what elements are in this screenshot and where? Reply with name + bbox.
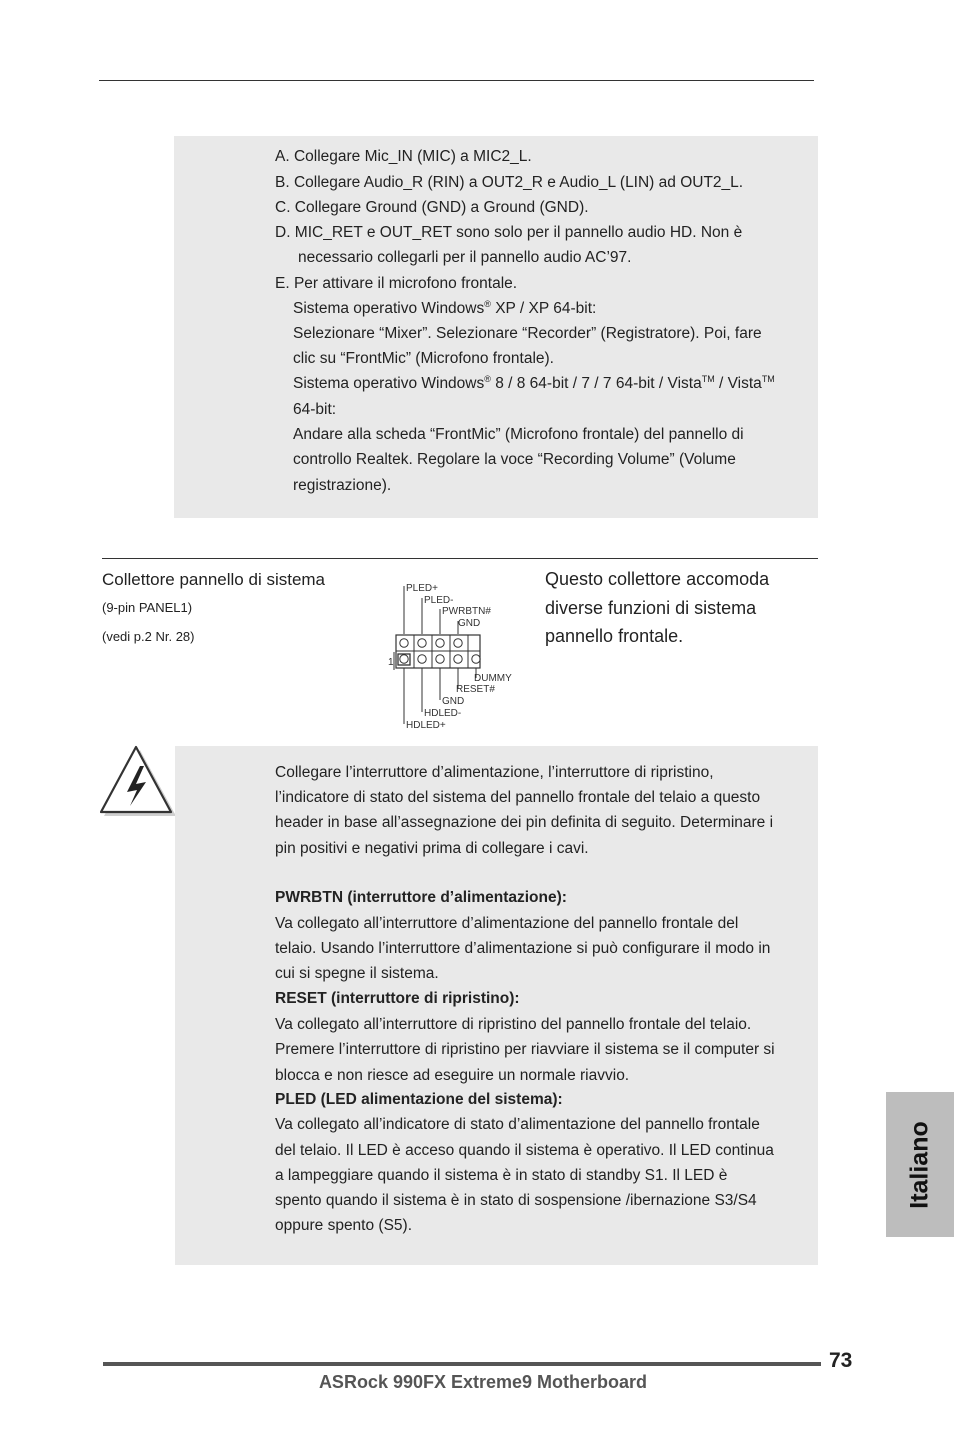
pin-label-reset: RESET# (456, 684, 495, 695)
audio-line-b: B. Collegare Audio_R (RIN) a OUT2_R e Audio_L (LIN) ad OUT2_L. (275, 174, 744, 191)
language-tab (886, 1092, 954, 1237)
panel-pin-diagram (386, 578, 521, 730)
audio-os-xp-line (293, 300, 596, 318)
audio-line-mixer: Selezionare “Mixer”. Selezionare “Recorder” (Registratore). Poi, fare (293, 325, 762, 342)
pled-line-1: Va collegato all’indicatore di stato d’alimentazione del pannello frontale (275, 1116, 760, 1133)
audio-os-vista-line (293, 375, 775, 393)
panel-intro-line-1: Collegare l’interruttore d’alimentazione, l’interruttore di ripristino, (275, 764, 714, 781)
footer-rule (103, 1362, 821, 1366)
reset-line-3: blocca e non riesce ad eseguire un normale riavvio. (275, 1067, 630, 1084)
section-title: Collettore pannello di sistema (102, 570, 326, 589)
audio-line-e: E. Per attivare il microfono frontale. (275, 275, 518, 292)
audio-line-realtek-2: controllo Realtek. Regolare la voce “Recording Volume” (Volume (293, 451, 736, 468)
audio-line-64bit: 64-bit: (293, 401, 337, 418)
os-vista-sep-text: / Vista (719, 375, 762, 392)
pwrbtn-line-1: Va collegato all’interruttore d’alimentazione del pannello frontale del (275, 915, 739, 932)
reset-heading: RESET (interruttore di ripristino): (275, 990, 520, 1007)
pled-line-3: a lampeggiare quando il sistema è in stato di standby S1. Il LED è (275, 1167, 728, 1184)
section-rule (102, 558, 818, 559)
top-rule (99, 80, 814, 81)
section-description: Questo collettore accomoda diverse funzioni di sistema pannello frontale. (545, 569, 770, 646)
pled-line-5: oppure spento (S5). (275, 1217, 413, 1234)
os-prefix-text: Sistema operativo Windows (293, 375, 485, 392)
audio-line-d: D. MIC_RET e OUT_RET sono solo per il pannello audio HD. Non è (275, 224, 743, 241)
os-versions-text: 8 / 8 64-bit / 7 / 7 64-bit / Vista (495, 375, 702, 392)
page-number: 73 (829, 1349, 853, 1372)
os-xp-text: XP / XP 64-bit: (495, 300, 597, 317)
audio-line-frontmic: clic su “FrontMic” (Microfono frontale). (293, 350, 554, 367)
panel-intro-line-3: header in base all’assegnazione dei pin definita di seguito. Determinare i (275, 814, 774, 831)
panel-intro-line-2: l’indicatore di stato del sistema del pannello frontale del telaio a questo (275, 789, 761, 806)
pin-label-gnd-top: GND (458, 618, 481, 629)
page-reference-label: (vedi p.2 Nr. 28) (102, 629, 195, 644)
pin-label-dummy: DUMMY (474, 673, 512, 684)
registered-mark: ® (484, 299, 491, 309)
pin-count-label: (9-pin PANEL1) (102, 600, 193, 615)
pin-label-hdled-minus: HDLED- (424, 708, 462, 719)
language-tab-label: Italiano (905, 1120, 934, 1209)
pin-one-marker: 1 (388, 657, 394, 668)
reset-line-1: Va collegato all’interruttore di ripristino del pannello frontale del telaio. (275, 1016, 752, 1033)
audio-line-d-cont: necessario collegarli per il pannello audio AC’97. (298, 249, 632, 266)
pin-label-pwrbtn: PWRBTN# (442, 606, 491, 617)
trademark-mark: TM (761, 374, 775, 384)
high-voltage-warning-icon (100, 744, 176, 818)
audio-line-a: A. Collegare Mic_IN (MIC) a MIC2_L. (275, 148, 532, 165)
pin-label-hdled-plus: HDLED+ (406, 720, 446, 730)
panel-intro-line-4: pin positivi e negativi prima di collegare i cavi. (275, 840, 589, 857)
pin-label-pled-plus: PLED+ (406, 583, 438, 594)
pin-label-pled-minus: PLED- (424, 595, 454, 606)
pwrbtn-line-2: telaio. Usando l’interruttore d’alimentazione si può configurare il modo in (275, 940, 771, 957)
audio-line-c: C. Collegare Ground (GND) a Ground (GND). (275, 199, 589, 216)
footer-title: ASRock 990FX Extreme9 Motherboard (318, 1372, 648, 1392)
pled-line-4: spento quando il sistema è in stato di sospensione /ibernazione S3/S4 (275, 1192, 757, 1209)
pwrbtn-heading: PWRBTN (interruttore d’alimentazione): (275, 889, 567, 906)
pled-heading: PLED (LED alimentazione del sistema): (275, 1091, 563, 1108)
pwrbtn-line-3: cui si spegne il sistema. (275, 965, 439, 982)
pin-label-gnd-bottom: GND (442, 696, 465, 707)
pled-line-2: del telaio. Il LED è acceso quando il sistema è operativo. Il LED continua (275, 1142, 774, 1159)
os-prefix-text: Sistema operativo Windows (293, 300, 485, 317)
reset-line-2: Premere l’interruttore di ripristino per riavviare il sistema se il computer si (275, 1041, 775, 1058)
audio-line-realtek-1: Andare alla scheda “FrontMic” (Microfono frontale) del pannello di (293, 426, 744, 443)
trademark-mark: TM (701, 374, 715, 384)
registered-mark: ® (484, 374, 491, 384)
audio-line-realtek-3: registrazione). (293, 477, 392, 494)
